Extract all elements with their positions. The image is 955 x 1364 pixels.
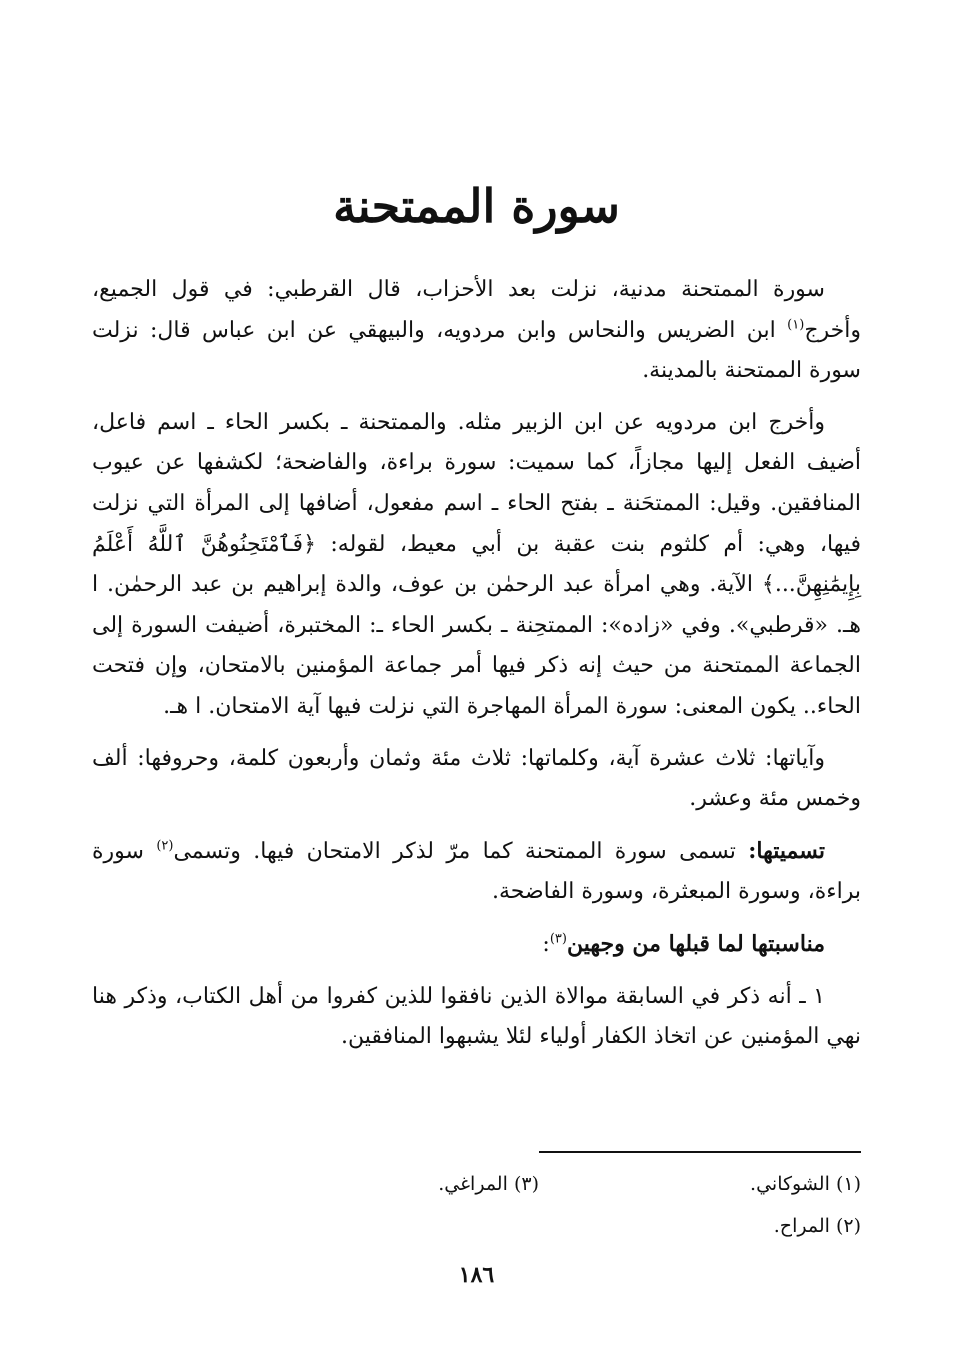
paragraph-text: وأخرج ابن مردويه عن ابن الزبير مثله. والممتحنة ـ بكسر الحاء ـ اسم فاعل، أضيف الفعل إليها مجازاً، كما سميت: سورة براءة، والفاضحة؛ لكشفها عن عيوب المنافقين. وقيل: الممتحَنة ـ بفتح الحاء ـ اسم مفعول، أضافها إلى المرأة التي نزلت فيها، وهي: أم كلثوم بنت عقبة بن أبي معيط، لقوله: ﴿فَٱمْتَحِنُوهُنَّ ٱللَّهُ أَعْلَمُ بِإِيمَٰنِهِنَّ...﴾ الآية. وهي امرأة عبد الرحمٰن بن عوف، والدة إبراهيم بن عبد الرحمٰن. ا هـ. «قرطبي». وفي «زاده»: الممتحِنة ـ بكسر الحاء ـ: المختبرة، أضيفت السورة إلى الجماعة الممتحنة من حيث إنه ذكر فيها أمر جماعة المؤمنين بالامتحان، وإن فتحت الحاء.. يكون المعنى: سورة المرأة المهاجرة التي نزلت فيها آية الامتحان. ا هـ. <box>92 409 861 719</box>
footnote-number: (١) <box>835 1173 861 1195</box>
heading-colon: : <box>542 931 550 957</box>
paragraph-naming <box>92 831 861 913</box>
paragraph-text: وآياتها: ثلاث عشرة آية، وكلماتها: ثلاث مئة وثمان وأربعون كلمة، وحروفها: ألف وخمس مئة وعشر. <box>92 745 861 812</box>
footnote-text: المراغي. <box>438 1173 508 1195</box>
body-text <box>92 270 861 1069</box>
footnote-text: المراح. <box>773 1215 830 1237</box>
paragraph-text: سورة براءة، وسورة المبعثرة، وسورة الفاضحة. <box>92 838 861 905</box>
footnote-item <box>539 1205 861 1247</box>
book-page <box>92 0 861 1364</box>
footnote-text: الشوكاني. <box>750 1173 830 1195</box>
footnote-item <box>539 1163 861 1205</box>
footnote-row <box>92 1205 861 1247</box>
footnote-item <box>217 1163 539 1205</box>
paragraph-verse-count <box>92 739 861 820</box>
footnote-marker[interactable]: (٢) <box>156 838 174 854</box>
paragraph-text: ١ ـ أنه ذكر في السابقة موالاة الذين نافقوا للذين كفروا من أهل الكتاب، وذكر هنا نهي المؤمنين عن اتخاذ الكفار أولياء لئلا يشبهوا المنافقين. <box>92 983 861 1050</box>
paragraph-text: سورة الممتحنة مدنية، نزلت بعد الأحزاب، قال القرطبي: في قول الجميع، وأخرج <box>92 277 861 343</box>
footnote-marker[interactable]: (٣) <box>549 931 567 947</box>
footnotes <box>92 1163 861 1247</box>
paragraph-intro <box>92 270 861 392</box>
paragraph-relation-point-1 <box>92 977 861 1058</box>
surah-title: سورة الممتحنة <box>333 179 620 233</box>
footnote-number: (٣) <box>513 1173 539 1195</box>
section-heading: مناسبتها لما قبلها من وجهين <box>566 930 825 957</box>
page-number: ١٨٦ <box>458 1262 495 1288</box>
footnote-divider <box>539 1151 861 1153</box>
paragraph-relation-heading <box>92 924 861 966</box>
footnote-number: (٢) <box>835 1215 861 1237</box>
paragraph-text: ابن الضريس والنحاس وابن مردويه، والبيهقي عن ابن عباس قال: نزلت سورة الممتحنة بالمدينة. <box>92 317 861 384</box>
paragraph-name-explanation <box>92 403 861 728</box>
footnote-marker[interactable]: (١) <box>787 317 805 333</box>
footnote-row <box>92 1163 861 1205</box>
section-heading: تسميتها: <box>748 837 825 864</box>
paragraph-text: تسمى سورة الممتحنة كما مرّ لذكر الامتحان فيها. وتسمى <box>173 838 749 864</box>
